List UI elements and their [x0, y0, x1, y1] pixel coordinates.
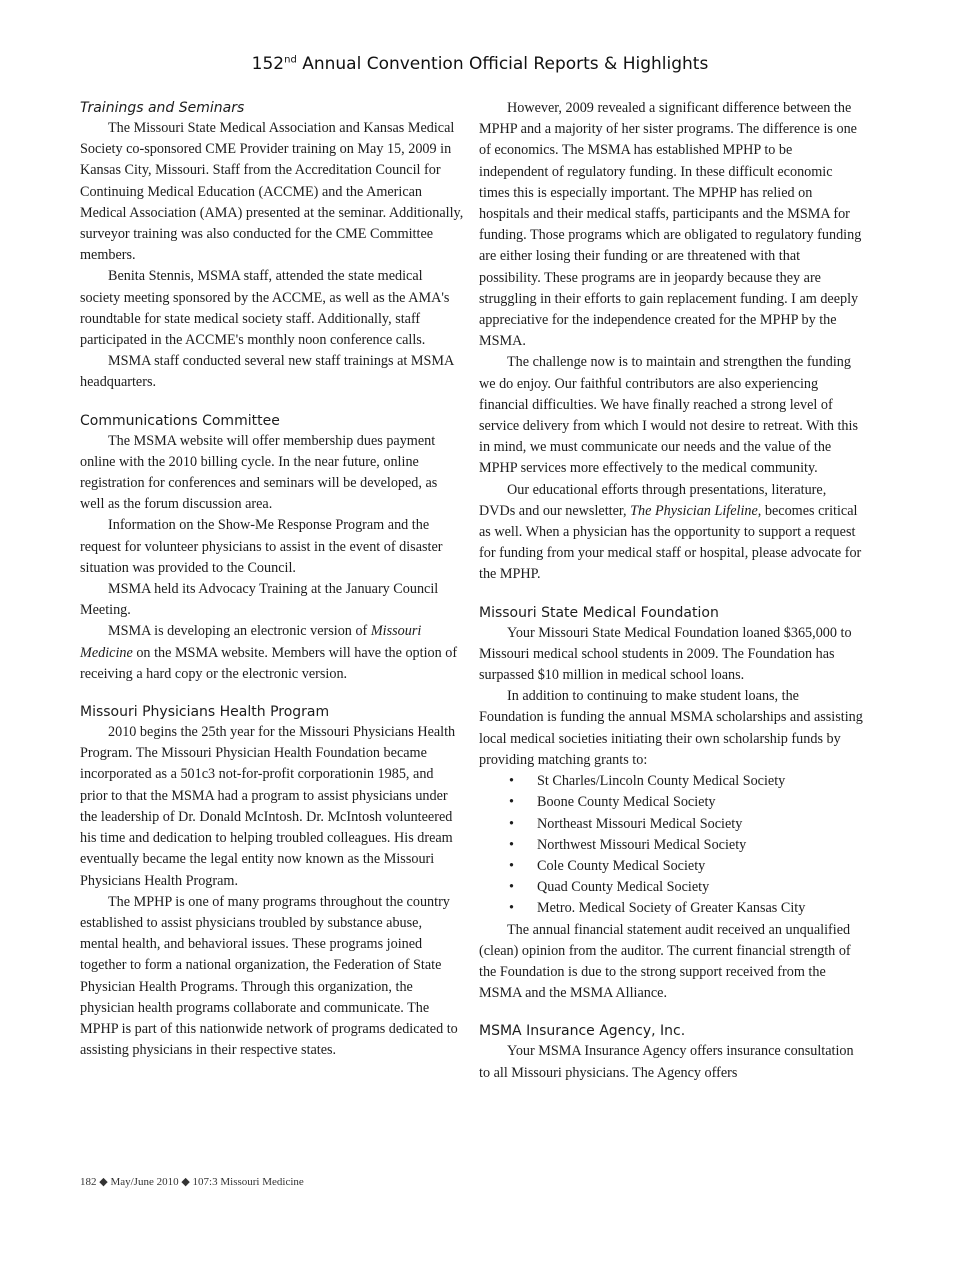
publication-title: Missouri Medicine — [80, 623, 422, 661]
list-item — [479, 877, 863, 898]
paragraph: The MPHP is one of many programs throughout the country established to assist physicians troubled by substance abuse, mental health, and behavioral issues. These programs joined together to form a national organization, the Federation of State Physician Health Programs. Through this organization, the physician health programs collaborate and communicate. The MPHP is part of this nationwide network of programs dedicated to assisting physicians in their respective states. — [80, 893, 458, 1059]
header-title-number: 152 — [251, 54, 285, 74]
bullet-icon: • — [509, 879, 514, 896]
section-heading-communications: Communications Committee — [80, 412, 280, 429]
paragraph: Benita Stennis, MSMA staff, attended the state medical society meeting sponsored by the ACCME, as well as the AMA's roundtable for state medical society staff. Additionally, staff participated in the ACCME's monthly noon conference calls. — [80, 268, 450, 349]
paragraph — [80, 621, 464, 685]
society-list — [479, 771, 863, 919]
list-item — [479, 835, 863, 856]
paragraph: MSMA staff conducted several new staff trainings at MSMA headquarters. — [80, 353, 454, 391]
section-heading-mphp: Missouri Physicians Health Program — [80, 704, 330, 721]
paragraph-text: on the MSMA website. Members will have the option of receiving a hard copy or the electronic version. — [80, 644, 458, 682]
bullet-icon: • — [509, 794, 514, 811]
paragraph: The MSMA website will offer membership dues payment online with the 2010 billing cycle. In the near future, online registration for conferences and seminars will be developed, as well as the forum discussion area. — [80, 432, 438, 513]
paragraph: Your Missouri State Medical Foundation loaned $365,000 to Missouri medical school students in 2009. The Foundation has surpassed $10 million in medical school loans. — [479, 624, 852, 684]
paragraph: 2010 begins the 25th year for the Missouri Physicians Health Program. The Missouri Physician Health Foundation became incorporated as a 501c3 not-for-profit corporationin 1985, and prior to that the MSMA had a program to assist physicians under the leadership of Dr. Donald McIntosh. Dr. McIntosh volunteered his time and dedication to helping troubled colleagues. His dream eventually became the legal entity now known as the Missouri Physicians Health Program. — [80, 724, 456, 889]
list-item-text: St Charles/Lincoln County Medical Society — [537, 773, 786, 790]
list-item-text: Boone County Medical Society — [537, 794, 716, 811]
paragraph: MSMA held its Advocacy Training at the January Council Meeting. — [80, 581, 439, 619]
left-column — [80, 98, 464, 1061]
list-item-text: Quad County Medical Society — [537, 879, 710, 896]
newsletter-title: The Physician Lifeline — [630, 502, 758, 519]
list-item — [479, 771, 863, 792]
list-item — [479, 814, 863, 835]
header-title-text: Annual Convention Official Reports & Highlights — [296, 54, 709, 74]
paragraph: The challenge now is to maintain and strengthen the funding we do enjoy. Our faithful contributors are also experiencing financial difficulties. We have finally reached a strong level of service delivery from which I would not desire to retreat. With this in mind, we must communicate our needs and the value of the MPHP services more effectively to the medical community. — [479, 354, 858, 477]
list-item-text: Metro. Medical Society of Greater Kansas City — [537, 900, 806, 917]
page-footer: 182 ◆ May/June 2010 ◆ 107:3 Missouri Medicine — [80, 1176, 304, 1188]
list-item — [479, 792, 863, 813]
page-header — [0, 54, 960, 74]
paragraph-text: MSMA is developing an electronic version of — [108, 623, 371, 640]
paragraph: However, 2009 revealed a significant difference between the MPHP and a majority of her sister programs. The difference is one of economics. The MSMA has established MPHP to be independent of regulatory funding. In these difficult economic times this is especially important. The MPHP has relied on hospitals and their medical staffs, participants and the MSMA for funding. Those programs which are obligated to regulatory funding are either losing their funding or are threatened with that possibility. These programs are in jeopardy because they are struggling in their efforts to gain replacement funding. I am deeply appreciative for the independence created for the MPHP by the MSMA. — [479, 100, 862, 350]
right-column — [479, 98, 863, 1084]
bullet-icon: • — [509, 815, 514, 832]
list-item-text: Northwest Missouri Medical Society — [537, 836, 747, 853]
header-title-ordinal: nd — [284, 54, 297, 66]
paragraph: The annual financial statement audit received an unqualified (clean) opinion from the auditor. The current financial strength of the Foundation is due to the strong support received from the MSMA and the MSMA Alliance. — [479, 921, 851, 1002]
bullet-icon: • — [509, 773, 514, 790]
paragraph: Information on the Show-Me Response Program and the request for volunteer physicians to assist in the event of disaster situation was provided to the Council. — [80, 517, 443, 576]
section-heading-foundation: Missouri State Medical Foundation — [479, 604, 719, 621]
paragraph — [479, 480, 863, 586]
list-item — [479, 898, 863, 919]
section-heading-trainings: Trainings and Seminars — [80, 100, 245, 116]
list-item — [479, 856, 863, 877]
paragraph: The Missouri State Medical Association and Kansas Medical Society co-sponsored CME Provider training on May 15, 2009 in Kansas City, Missouri. Staff from the Accreditation Council for Continuing Medical Education (ACCME) and the American Medical Association (AMA) presented at the seminar. Additionally, surveyor training was also conducted for the CME Committee members. — [80, 120, 464, 264]
list-item-text: Northeast Missouri Medical Society — [537, 815, 743, 832]
bullet-icon: • — [509, 857, 514, 874]
paragraph: Your MSMA Insurance Agency offers insurance consultation to all Missouri physicians. The Agency offers — [479, 1043, 854, 1081]
bullet-icon: • — [509, 836, 514, 853]
list-item-text: Cole County Medical Society — [537, 857, 706, 874]
paragraph-text: , becomes critical as well. When a physician has the opportunity to support a request for funding from your medical staff or hospital, please advocate for the MPHP. — [479, 502, 862, 583]
section-heading-insurance: MSMA Insurance Agency, Inc. — [479, 1023, 686, 1040]
bullet-icon: • — [509, 900, 514, 917]
paragraph: In addition to continuing to make student loans, the Foundation is funding the annual MSMA scholarships and assisting local medical societies initiating their own scholarship funds by providing matching grants to: — [479, 688, 863, 768]
paragraph-text: Our educational efforts through presentations, literature, DVDs and our newsletter, — [479, 481, 827, 519]
